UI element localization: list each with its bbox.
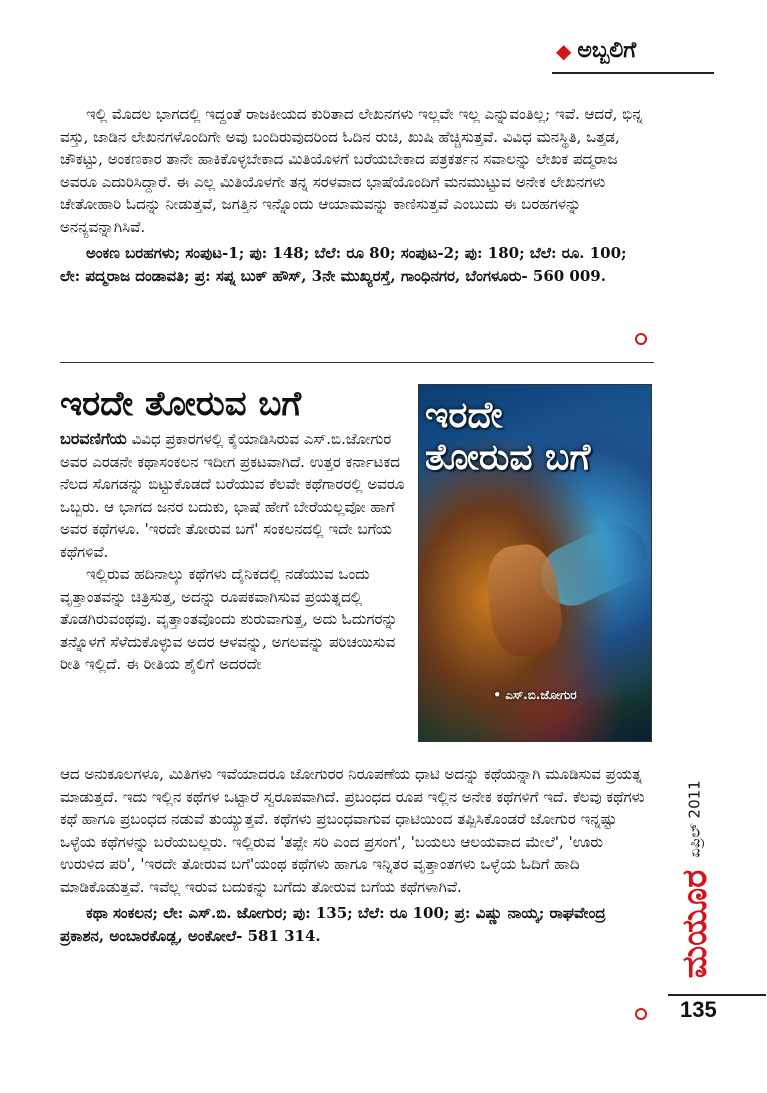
section-divider (60, 362, 654, 363)
cover-title-line-1: ಇರದೇ (425, 395, 503, 436)
review-2-continued (60, 763, 648, 947)
review-1 (60, 103, 648, 287)
review-1-bibliography: ಅಂಕಣ ಬರಹಗಳು; ಸಂಪುಟ-1; ಪು: 148; ಬೆಲೆ: ರೂ 80; ಸಂಪುಟ-2; ಪು: 180; ಬೆಲೆ: ರೂ. 100; ಲೇ: ಪದ್ಮರಾಜ ದಂಡಾವತಿ; ಪ್ರ: ಸಪ್ನ ಬುಕ್ ಹೌಸ್, 3ನೇ ಮುಖ್ಯರಸ್ತೆ, ಗಾಂಧಿನಗರ, ಬೆಂಗಳೂರು- 560 009. (60, 244, 627, 285)
cover-title-line-2: ತೋರುವ ಬಗೆ (425, 437, 591, 478)
review-2-bibliography: ಕಥಾ ಸಂಕಲನ; ಲೇ: ಎಸ್.ಬಿ. ಜೋಗುರ; ಪು: 135; ಬೆಲೆ: ರೂ 100; ಪ್ರ: ವಿಷ್ಣು ನಾಯ್ಕ; ರಾಘವೇಂದ್ರ ಪ್ರಕಾಶನ, ಅಂಬಾರಕೊಡ್ಲ, ಅಂಕೋಲೆ- 581 314. (60, 904, 606, 945)
review-2-para-2: ಇಲ್ಲಿರುವ ಹದಿನಾಲ್ಕು ಕಥೆಗಳು ದೈನಿಕದಲ್ಲಿ ನಡೆಯುವ ಒಂದು ವೃತ್ತಾಂತವನ್ನು ಚಿತ್ರಿಸುತ್ತ, ಅದನ್ನು ರೂಪಕವಾಗಿಸುವ ಪ್ರಯತ್ನದಲ್ಲಿ ತೊಡಗಿರುವಂಥವು. ವೃತ್ತಾಂತವೊಂದು ಶುರುವಾಗುತ್ತ, ಅದು ಓದುಗರನ್ನು ತನ್ನೊಳಗೆ ಸೆಳೆದುಕೊಳ್ಳುವ ಅದರ ಆಳವನ್ನು, ಅಗಲವನ್ನು ಪರಿಚಯಿಸುವ ರೀತಿ ಇಲ್ಲಿದೆ. ಈ ರೀತಿಯ ಶೈಲಿಗೆ ಅದರದೇ (60, 565, 398, 673)
lead-word: ಬರವಣಿಗೆಯ (60, 429, 127, 448)
issue-date (676, 774, 714, 864)
footer-rule (668, 994, 766, 996)
section-header (556, 38, 636, 63)
review-2-para-2-cont: ಆದ ಅನುಕೂಲಗಳೂ, ಮಿತಿಗಳು ಇವೆಯಾದರೂ ಜೋಗುರರ ನಿರೂಪಣೆಯ ಧಾಟಿ ಅದನ್ನು ಕಥೆಯನ್ನಾಗಿ ಮೂಡಿಸುವ ಪ್ರಯತ್ನ ಮಾಡುತ್ತದೆ. ಇದು ಇಲ್ಲಿನ ಕಥೆಗಳ ಒಟ್ಟಾರೆ ಸ್ವರೂಪವಾಗಿದೆ. ಪ್ರಬಂಧದ ರೂಪ ಇಲ್ಲಿನ ಅನೇಕ ಕಥೆಗಳಿಗೆ ಇದೆ. ಕೆಲವು ಕಥೆಗಳು ಕಥೆ ಹಾಗೂ ಪ್ರಬಂಧದ ನಡುವೆ ತುಯ್ಯುತ್ತವೆ. ಕಥೆಗಳು ಪ್ರಬಂಧವಾಗುವ ಧಾಟಿಯಿಂದ ತಪ್ಪಿಸಿಕೊಂಡರೆ ಜೋಗುರ ಇನ್ನಷ್ಟು ಒಳ್ಳೆಯ ಕಥೆಗಳನ್ನು ಬರೆಯಬಲ್ಲರು. ಇಲ್ಲಿರುವ 'ತಪ್ಪೇ ಸರಿ ಎಂದ ಪ್ರಸಂಗ', 'ಬಯಲು ಆಲಯವಾದ ಮೇಲೆ', 'ಊರು ಉರುಳಿದ ಪರಿ', 'ಇರದೇ ತೋರುವ ಬಗೆ'ಯಂಥ ಕಥೆಗಳು ಹಾಗೂ ಇನ್ನಿತರ ವೃತ್ತಾಂತಗಳು ಒಳ್ಳೆಯ ಓದಿಗೆ ಹಾದಿ ಮಾಡಿಕೊಡುತ್ತವೆ. ಇವೆಲ್ಲ ಇರುವ ಬದುಕನ್ನು ಬಗೆದು ತೋರುವ ಬಗೆಯ ಕಥೆಗಳಾಗಿವೆ. (60, 765, 645, 896)
review-2-column (60, 428, 410, 676)
magazine-name-text: ಮಯೂರ (675, 869, 715, 979)
book-cover (418, 384, 652, 742)
page-number: 135 (680, 997, 717, 1022)
cover-author: • ಎಸ್.ಬಿ.ಜೋಗುರ (493, 688, 577, 702)
review-1-body: ಇಲ್ಲಿ ಮೊದಲ ಭಾಗದಲ್ಲಿ ಇದ್ದಂತೆ ರಾಜಕೀಯದ ಕುರಿತಾದ ಲೇಖನಗಳು ಇಲ್ಲವೇ ಇಲ್ಲ ಎನ್ನುವಂತಿಲ್ಲ; ಇವೆ. ಆದರೆ, ಭಿನ್ನ ವಸ್ತು, ಜಾಡಿನ ಲೇಖನಗಳೊಂದಿಗೇ ಅವು ಬಂದಿರುವುದರಿಂದ ಓದಿನ ರುಚಿ, ಖುಷಿ ಹೆಚ್ಚಿಸುತ್ತವೆ. ವಿವಿಧ ಮನಸ್ಥಿತಿ, ಒತ್ತಡ, ಚೌಕಟ್ಟು, ಅಂಕಣಕಾರ ತಾನೇ ಹಾಕಿಕೊಳ್ಳಬೇಕಾದ ಮಿತಿಯೊಳಗೆ ಬರೆಯಬೇಕಾದ ಪತ್ರಕರ್ತನ ಸವಾಲನ್ನು ಲೇಖಕ ಪದ್ಮರಾಜ ಅವರೂ ಎದುರಿಸಿದ್ದಾರೆ. ಈ ಎಲ್ಲ ಮಿತಿಯೊಳಗೇ ತನ್ನ ಸರಳವಾದ ಭಾಷೆಯೊಂದಿಗೆ ಮನಮುಟ್ಟುವ ಅನೇಕ ಲೇಖನಗಳು ಚೇತೋಹಾರಿ ಓದನ್ನು ನೀಡುತ್ತವೆ, ಜಗತ್ತಿನ ಇನ್ನೊಂದು ಆಯಾಮವನ್ನು ಕಾಣಿಸುತ್ತವೆ ಎಂಬುದು ಈ ಬರಹಗಳನ್ನು ಅನನ್ಯವನ್ನಾಗಿಸಿವೆ. (60, 105, 643, 236)
header-rule (552, 72, 714, 74)
end-mark-icon (635, 1008, 647, 1020)
diamond-icon: ◆ (556, 38, 572, 63)
end-mark-icon (635, 333, 647, 345)
magazine-name (676, 868, 714, 980)
section-title: ಅಬ್ಬಲಿಗೆ (577, 38, 637, 63)
para-1-text: ವಿವಿಧ ಪ್ರಕಾರಗಳಲ್ಲಿ ಕೈಯಾಡಿಸಿರುವ ಎಸ್.ಬಿ.ಜೋಗುರ ಅವರ ಎರಡನೇ ಕಥಾಸಂಕಲನ ಇದೀಗ ಪ್ರಕಟವಾಗಿದೆ. ಉತ್ತರ ಕರ್ನಾಟಕದ ನೆಲದ ಸೊಗಡನ್ನು ಬಿಟ್ಟುಕೊಡದೆ ಬರೆಯುವ ಕೆಲವೇ ಕಥೆಗಾರರಲ್ಲಿ ಅವರೂ ಒಬ್ಬರು. ಆ ಭಾಗದ ಜನರ ಬದುಕು, ಭಾಷೆ ಹೇಗೆ ಬೇರೆಯಲ್ಲವೋ ಹಾಗೆ ಅವರ ಕಥೆಗಳೂ. 'ಇರದೇ ತೋರುವ ಬಗೆ' ಸಂಕಲನದಲ್ಲಿ ಇದೇ ಬಗೆಯ ಕಥೆಗಳಿವೆ. (60, 430, 405, 561)
review-2-para-1 (60, 428, 410, 563)
review-2-title: ಇರದೇ ತೋರುವ ಬಗೆ (60, 384, 302, 424)
cover-title (425, 395, 645, 479)
issue-date-text: ಏಪ್ರಿಲ್ 2011 (686, 780, 705, 858)
